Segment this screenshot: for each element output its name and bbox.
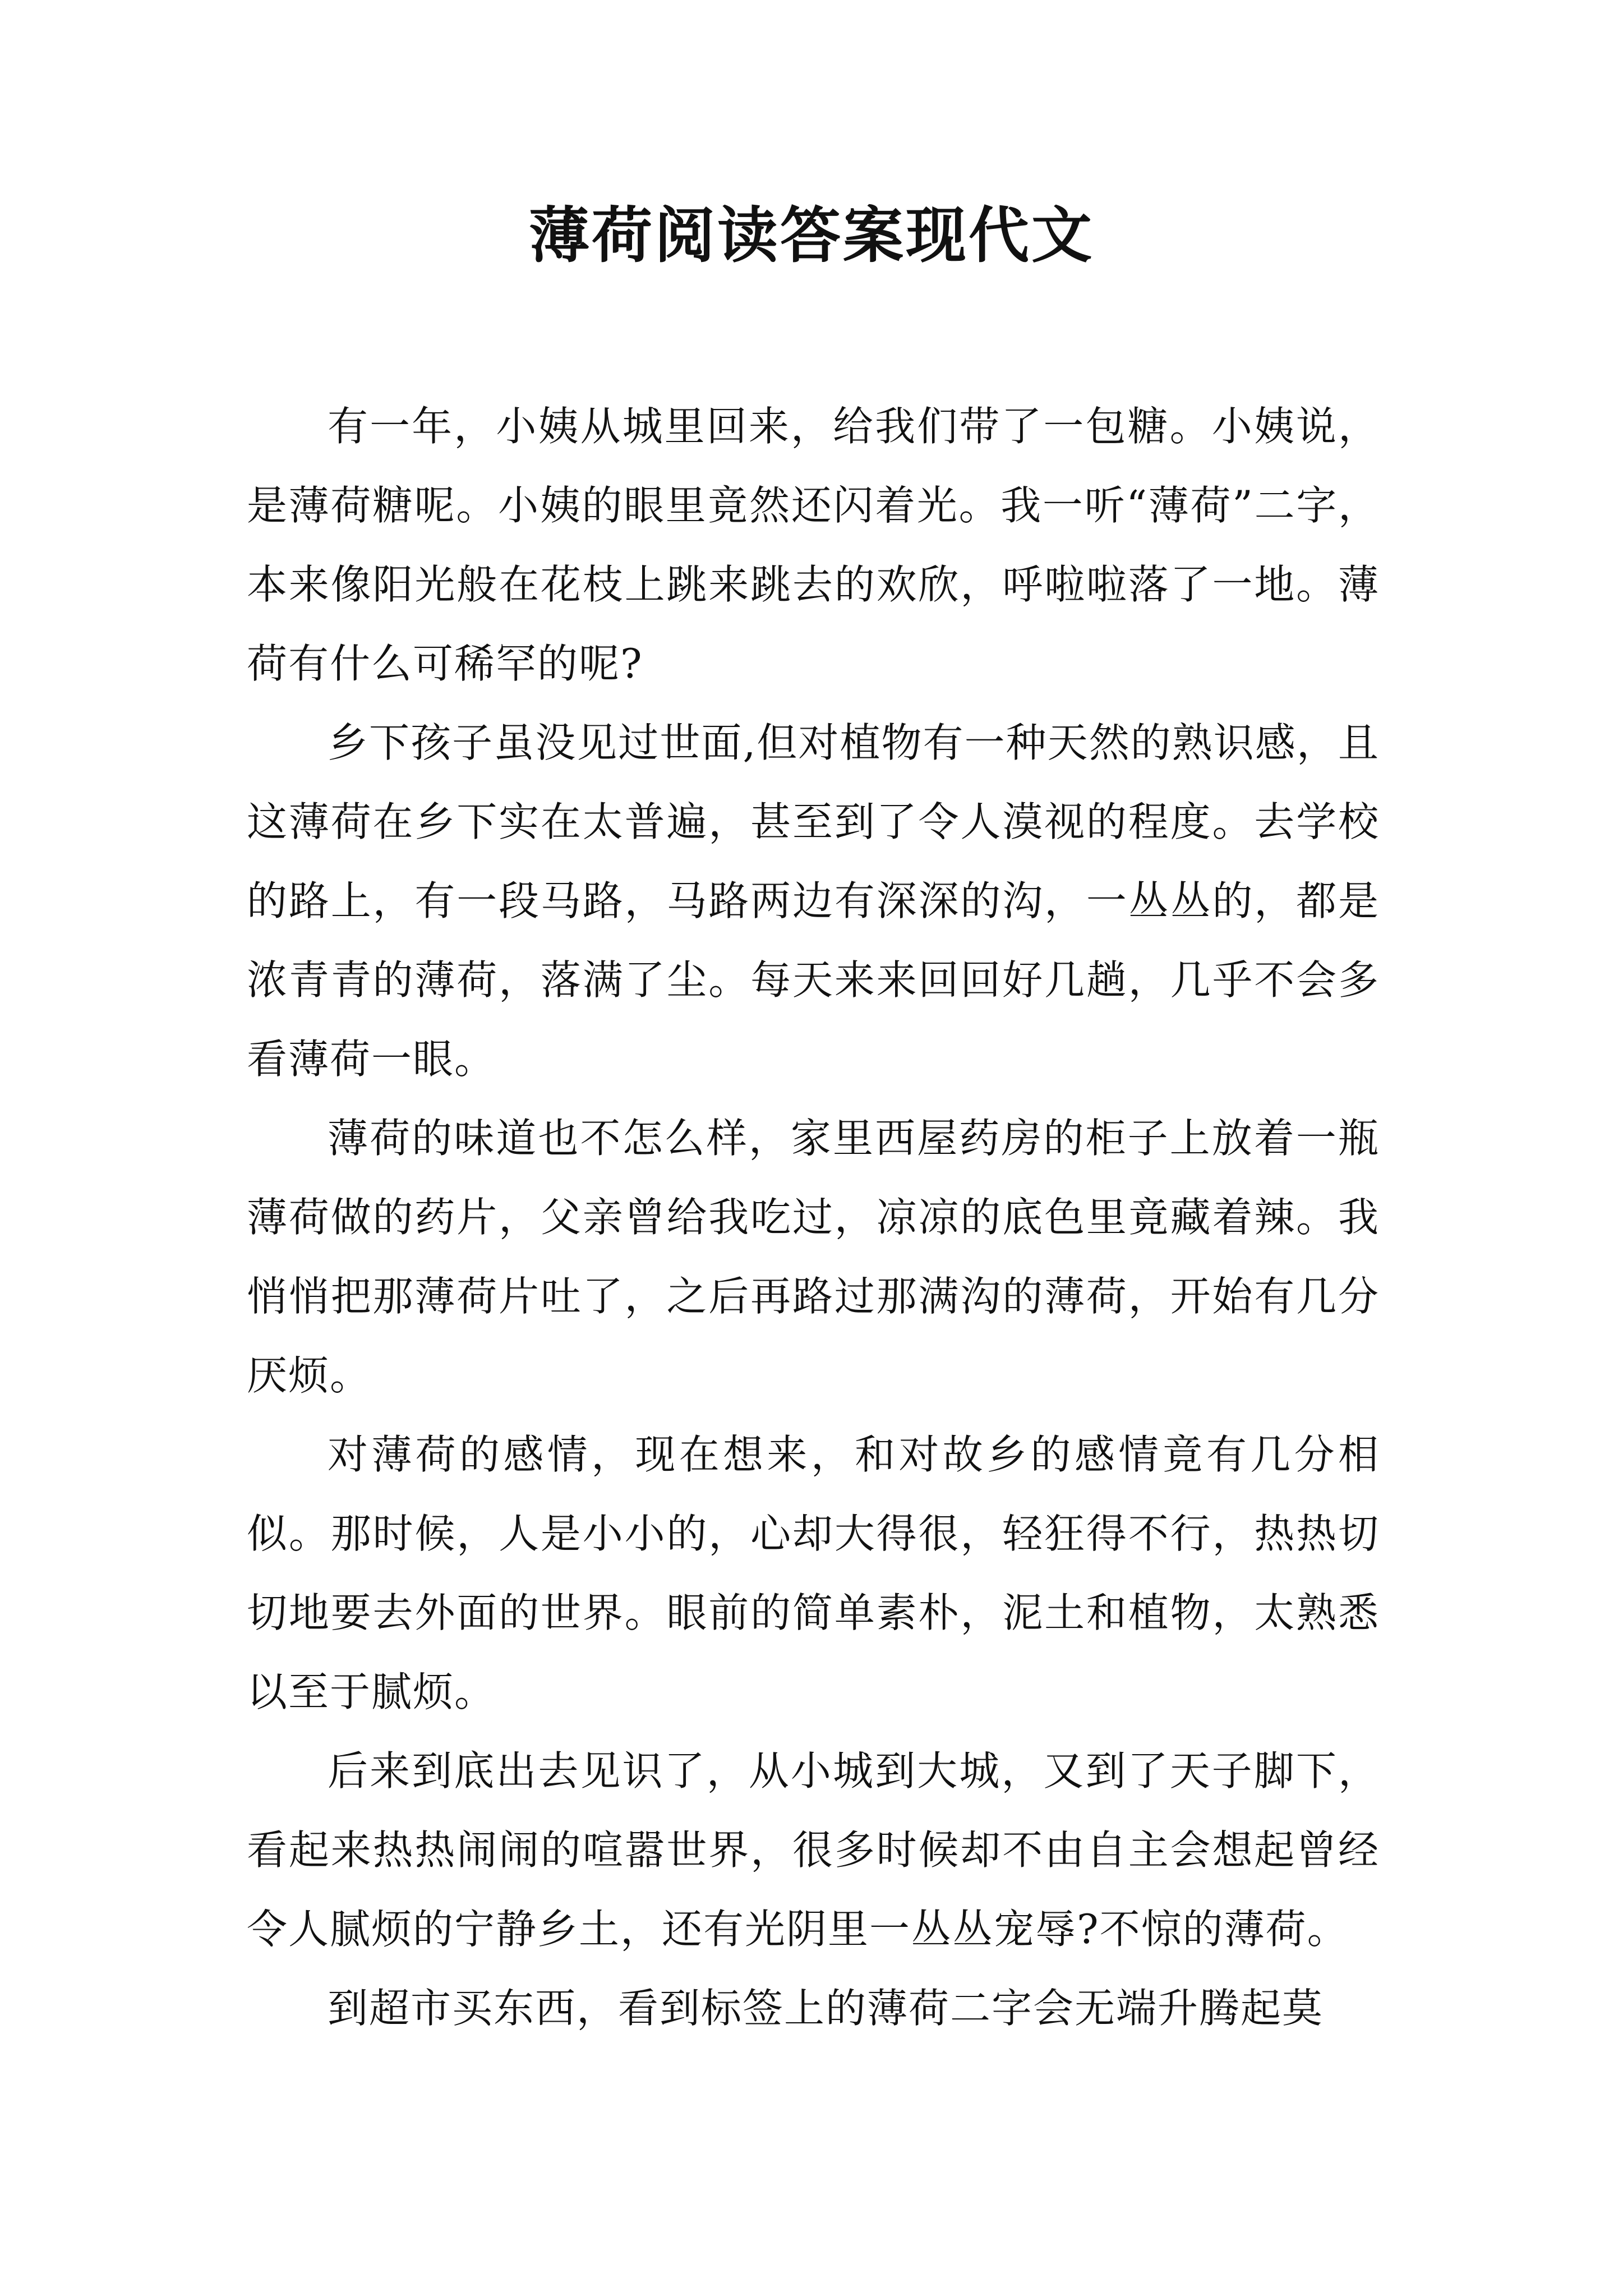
paragraph: 乡下孩子虽没见过世面,但对植物有一种天然的熟识感，且这薄荷在乡下实在太普遍，甚至到了令人漠视的程度。去学校的路上，有一段马路，马路两边有深深的沟，一丛丛的，都是浓青青的薄荷，落满了尘。每天来来回回好几趟，几乎不会多看薄荷一眼。 [247,719,1380,1083]
paragraph: 到超市买东西，看到标签上的薄荷二字会无端升腾起莫 [328,1985,1324,2032]
document-title: 薄荷阅读答案现代文 [528,200,1094,271]
paragraph: 有一年，小姨从城里回来，给我们带了一包糖。小姨说，是薄荷糖呢。小姨的眼里竟然还闪着光。我一听“薄荷”二字，本来像阳光般在花枝上跳来跳去的欢欣，呼啦啦落了一地。薄荷有什么可稀罕的呢? [247,403,1380,687]
paragraph: 对薄荷的感情，现在想来，和对故乡的感情竟有几分相似。那时候，人是小小的，心却大得很，轻狂得不行，热热切切地要去外面的世界。眼前的简单素朴，泥土和植物，太熟悉以至于腻烦。 [247,1431,1380,1715]
document-body [247,387,1380,2048]
paragraph: 薄荷的味道也不怎么样，家里西屋药房的柜子上放着一瓶薄荷做的药片，父亲曾给我吃过，凉凉的底色里竟藏着辣。我悄悄把那薄荷片吐了，之后再路过那满沟的薄荷，开始有几分厌烦。 [247,1115,1380,1399]
paragraph: 后来到底出去见识了，从小城到大城，又到了天子脚下，看起来热热闹闹的喧嚣世界，很多时候却不由自主会想起曾经令人腻烦的宁静乡土，还有光阴里一丛丛宠辱?不惊的薄荷。 [247,1747,1380,1953]
